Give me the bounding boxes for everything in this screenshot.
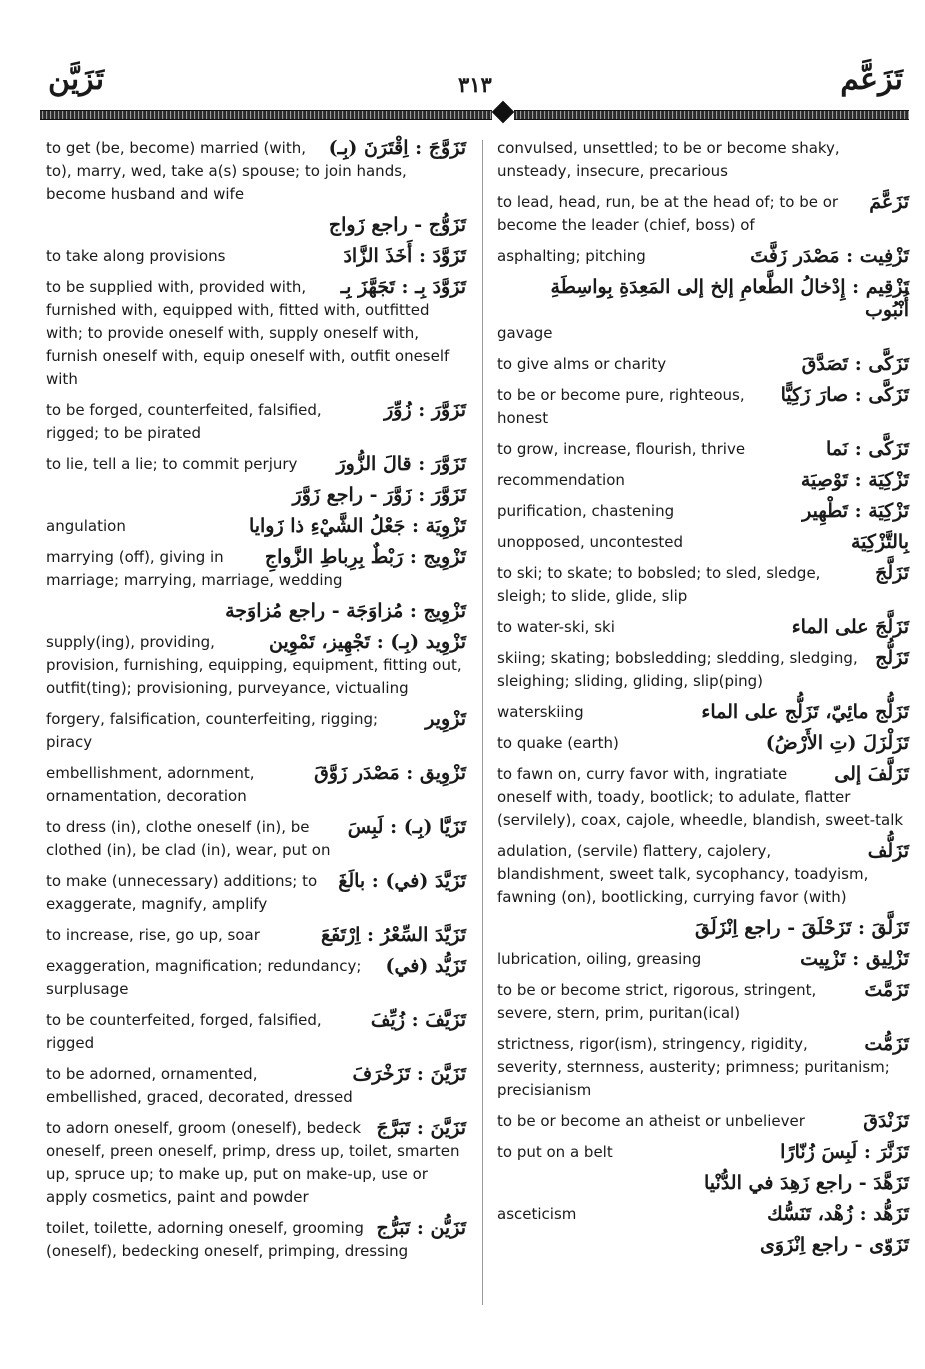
dictionary-entry <box>497 1172 909 1195</box>
arabic-headword: تَزْوِيج : مُزاوَجَة - راجع مُزاوَجة <box>225 600 466 622</box>
dictionary-entry <box>46 631 466 700</box>
arabic-headword: تَزَمَّتَ <box>864 979 909 1001</box>
dictionary-entry <box>497 1141 909 1164</box>
dictionary-entry <box>497 438 909 461</box>
arabic-headword: تَزَلَّفَ إلى <box>834 763 909 785</box>
english-definition: purification, chastening <box>497 502 675 520</box>
dictionary-entry <box>497 979 909 1025</box>
english-definition: asceticism <box>497 1205 577 1223</box>
dictionary-entry <box>46 708 466 754</box>
english-definition: to ski; to skate; to bobsled; to sled, sledge, sleigh; to slide, glide, slip <box>497 564 821 605</box>
dictionary-entry <box>497 1203 909 1226</box>
header-diamond-ornament <box>492 101 515 124</box>
arabic-headword: تَزَكَّى : نَما <box>826 438 909 460</box>
arabic-headword: تَزَعَّمَ <box>869 191 909 213</box>
dictionary-entry <box>497 763 909 832</box>
arabic-headword: تَزْوِيَة : جَعْلُ الشَّيْءِ ذا زَوايا <box>248 515 466 537</box>
english-definition: supply(ing), providing, provision, furnishing, equipping, equipment, fitting out, outfit(ting); provisioning, purveyance, victualing <box>46 633 462 697</box>
dictionary-entry <box>497 531 909 554</box>
english-definition: to lead, head, run, be at the head of; to be or become the leader (chief, boss) of <box>497 193 839 234</box>
english-definition: adulation, (servile) flattery, cajolery, blandishment, sweet talk, sycophancy, toadyism, fawning (on), bootlicking, currying favor (with) <box>497 842 869 906</box>
dictionary-entry <box>46 1117 466 1209</box>
header-rule-right <box>514 110 909 120</box>
header-rule-left <box>40 110 492 120</box>
dictionary-entry <box>46 453 466 476</box>
dictionary-entry <box>497 732 909 755</box>
english-definition: to lie, tell a lie; to commit perjury <box>46 455 298 473</box>
dictionary-entry <box>46 245 466 268</box>
english-definition: to be or become an atheist or unbeliever <box>497 1112 805 1130</box>
english-definition: to fawn on, curry favor with, ingratiate oneself with, toady, bootlick; to adulate, flatter (servilely), coax, cajole, wheedle, blandish, sweet-talk <box>497 765 904 829</box>
english-definition: strictness, rigor(ism), stringency, rigidity, severity, sternness, austerity; primness; puritanism; precisianism <box>497 1035 890 1099</box>
arabic-headword: تَزَلَّقَ : تَزَحْلَقَ - راجع اِنْزَلَقَ <box>694 917 909 939</box>
left-guide-word: تَزَيَّن <box>48 62 105 97</box>
arabic-headword: تَزْقِيم : إِدْخالُ الطَّعامِ إلخ إلى المَعِدَةِ بِواسِطَةِ أُنْبُوب <box>550 276 909 321</box>
english-definition: skiing; skating; bobsledding; sledding, sledging, sleighing; sliding, gliding, slip(ping) <box>497 649 858 690</box>
arabic-headword: تَزْوِير <box>425 708 466 730</box>
arabic-headword: تَزَيَّا (بِـ) : لَبِسَ <box>347 816 466 838</box>
dictionary-entry <box>497 276 909 345</box>
dictionary-entry <box>46 816 466 862</box>
dictionary-entry <box>46 1009 466 1055</box>
arabic-headword: تَزَيَّدَ السِّعْرُ : اِرْتَفَعَ <box>320 924 466 946</box>
dictionary-entry <box>46 137 466 206</box>
arabic-headword: تَزَلْزَلَ (تِ الأَرْضُ) <box>765 732 909 754</box>
english-definition: to be or become strict, rigorous, stringent, severe, stern, prim, puritan(ical) <box>497 981 817 1022</box>
arabic-headword: تَزَكَّى : صارَ زَكِيًّا <box>780 384 909 406</box>
dictionary-entry <box>46 515 466 538</box>
arabic-headword: تَزَكَّى : تَصَدَّقَ <box>801 353 909 375</box>
dictionary-entry <box>497 469 909 492</box>
english-definition: to be or become pure, righteous, honest <box>497 386 745 427</box>
dictionary-entry <box>497 191 909 237</box>
arabic-headword: تَزْفِيت : مَصْدَر زَفَّتَ <box>750 245 909 267</box>
arabic-headword: تَزَوَّرَ : زَوَّرَ - راجع زَوَّرَ <box>292 484 466 506</box>
arabic-headword: تَزَوّى - راجع اِنْزَوَى <box>760 1234 909 1256</box>
english-definition: to be adorned, ornamented, embellished, graced, decorated, dressed <box>46 1065 353 1106</box>
arabic-headword: تَزَلَّجَ <box>875 562 909 584</box>
arabic-headword: تَزَهُّد : زُهْد، تَنَسُّك <box>767 1203 909 1225</box>
english-definition: toilet, toilette, adorning oneself, grooming (oneself), bedecking oneself, primping, dressing <box>46 1219 409 1260</box>
arabic-headword: تَزَوَّدَ : أَخَذَ الزَّادَ <box>343 245 466 267</box>
right-guide-word: تَزَعَّم <box>840 62 903 97</box>
dictionary-entry <box>497 948 909 971</box>
english-definition: convulsed, unsettled; to be or become shaky, unsteady, insecure, precarious <box>497 139 840 180</box>
dictionary-entry <box>46 955 466 1001</box>
dictionary-entry <box>497 1234 909 1257</box>
dictionary-entry <box>46 924 466 947</box>
english-definition: recommendation <box>497 471 625 489</box>
arabic-headword: تَزَوَّرَ : زُوِّرَ <box>384 399 466 421</box>
page-number: ٣١٣ <box>458 72 492 97</box>
english-definition: to take along provisions <box>46 247 226 265</box>
left-column <box>46 137 466 1263</box>
english-definition: gavage <box>497 324 553 342</box>
english-definition: to increase, rise, go up, soar <box>46 926 260 944</box>
dictionary-entry <box>497 840 909 909</box>
dictionary-entry <box>497 1033 909 1102</box>
english-definition: to be supplied with, provided with, furnished with, equipped with, fitted with, outfitted with; to provide oneself with, supply oneself with, furnish oneself with, equip oneself with, outfit oneself with <box>46 278 450 388</box>
dictionary-entry <box>497 1110 909 1133</box>
english-definition: exaggeration, magnification; redundancy; surplusage <box>46 957 362 998</box>
dictionary-entry <box>497 384 909 430</box>
dictionary-entry <box>497 245 909 268</box>
arabic-headword: تَزْكِيَة : تَوْصِيَة <box>800 469 909 491</box>
english-definition: waterskiing <box>497 703 584 721</box>
arabic-headword: تَزَوَّجَ : اِقْتَرَنَ (بِـ) <box>328 137 466 159</box>
dictionary-entry <box>46 870 466 916</box>
arabic-headword: تَزَوَّدَ بِـ : تَجَهَّزَ بِـ <box>340 276 466 298</box>
english-definition: asphalting; pitching <box>497 247 646 265</box>
dictionary-entry <box>46 762 466 808</box>
arabic-headword: تَزْوِيج : رَبْطٌ بِرِباطِ الزَّواجِ <box>264 546 466 568</box>
dictionary-entry <box>497 701 909 724</box>
english-definition: to put on a belt <box>497 1143 613 1161</box>
arabic-headword: بِالتَّزْكِيَة <box>850 531 909 553</box>
arabic-headword: تَزَيُّن : تَبَرُّج <box>376 1217 466 1239</box>
dictionary-entry <box>497 353 909 376</box>
arabic-headword: تَزَلُّف <box>867 840 909 862</box>
dictionary-entry <box>497 137 909 183</box>
english-definition: to give alms or charity <box>497 355 667 373</box>
dictionary-entry <box>497 616 909 639</box>
arabic-headword: تَزَيَّنَ : تَزَخْرَفَ <box>352 1063 466 1085</box>
english-definition: embellishment, adornment, ornamentation, decoration <box>46 764 255 805</box>
english-definition: to dress (in), clothe oneself (in), be clothed (in), be clad (in), wear, put on <box>46 818 331 859</box>
english-definition: forgery, falsification, counterfeiting, rigging; piracy <box>46 710 379 751</box>
english-definition: to adorn oneself, groom (oneself), bedeck oneself, preen oneself, primp, dress up, toilet, smarten up, spruce up; to make up, put on make-up, use or apply cosmetics, paint and powder <box>46 1119 460 1206</box>
arabic-headword: تَزَيَّنَ : تَبَرَّجَ <box>376 1117 466 1139</box>
arabic-headword: تَزَيَّدَ (في) : بالَغَ <box>338 870 466 892</box>
arabic-headword: تَزَمُّت <box>864 1033 909 1055</box>
english-definition: to grow, increase, flourish, thrive <box>497 440 746 458</box>
dictionary-entry <box>46 484 466 507</box>
dictionary-entry <box>46 214 466 237</box>
arabic-headword: تَزْلِيق : تَزْيِيت <box>800 948 909 970</box>
dictionary-entry <box>497 647 909 693</box>
english-definition: lubrication, oiling, greasing <box>497 950 702 968</box>
dictionary-entry <box>46 1063 466 1109</box>
dictionary-entry <box>497 562 909 608</box>
arabic-headword: تَزْكِيَة : تَطْهِير <box>802 500 909 522</box>
english-definition: unopposed, uncontested <box>497 533 684 551</box>
arabic-headword: تَزَوُّج - راجع زَواج <box>328 214 466 236</box>
dictionary-entry <box>46 399 466 445</box>
english-definition: to water-ski, ski <box>497 618 615 636</box>
arabic-headword: تَزْوِيق : مَصْدَر زَوَّقَ <box>314 762 466 784</box>
english-definition: to be forged, counterfeited, falsified, rigged; to be pirated <box>46 401 322 442</box>
english-definition: marrying (off), giving in marriage; marrying, marriage, wedding <box>46 548 343 589</box>
dictionary-entry <box>46 546 466 592</box>
dictionary-entry <box>497 500 909 523</box>
english-definition: to get (be, become) married (with, to), marry, wed, take a(s) spouse; to join hands, become husband and wife <box>46 139 407 203</box>
english-definition: angulation <box>46 517 126 535</box>
arabic-headword: تَزْوِيد (بِـ) : تَجْهِيز، تَمْوِين <box>268 631 466 653</box>
arabic-headword: تَزَيُّد (في) <box>385 955 466 977</box>
dictionary-entry <box>46 1217 466 1263</box>
dictionary-entry <box>497 917 909 940</box>
column-divider <box>482 140 483 1305</box>
arabic-headword: تَزَلَّجَ على الماء <box>791 616 909 638</box>
arabic-headword: تَزَنَّرَ : لَبِسَ زُنّارًا <box>780 1141 909 1163</box>
english-definition: to quake (earth) <box>497 734 619 752</box>
arabic-headword: تَزَلُّج <box>875 647 909 669</box>
right-column <box>497 137 909 1257</box>
arabic-headword: تَزَلُّج مائِيّ، تَزَلُّج على الماء <box>701 701 909 723</box>
arabic-headword: تَزَوَّرَ : قالَ الزُّورَ <box>336 453 466 475</box>
english-definition: to be counterfeited, forged, falsified, rigged <box>46 1011 322 1052</box>
dictionary-entry <box>46 276 466 391</box>
dictionary-entry <box>46 600 466 623</box>
arabic-headword: تَزَنْدَقَ <box>863 1110 909 1132</box>
english-definition: to make (unnecessary) additions; to exaggerate, magnify, amplify <box>46 872 318 913</box>
arabic-headword: تَزَيَّفَ : زُيِّفَ <box>370 1009 466 1031</box>
arabic-headword: تَزَهَّدَ - راجع زَهِدَ في الدُّنْيا <box>704 1172 909 1194</box>
page-header <box>0 0 925 125</box>
